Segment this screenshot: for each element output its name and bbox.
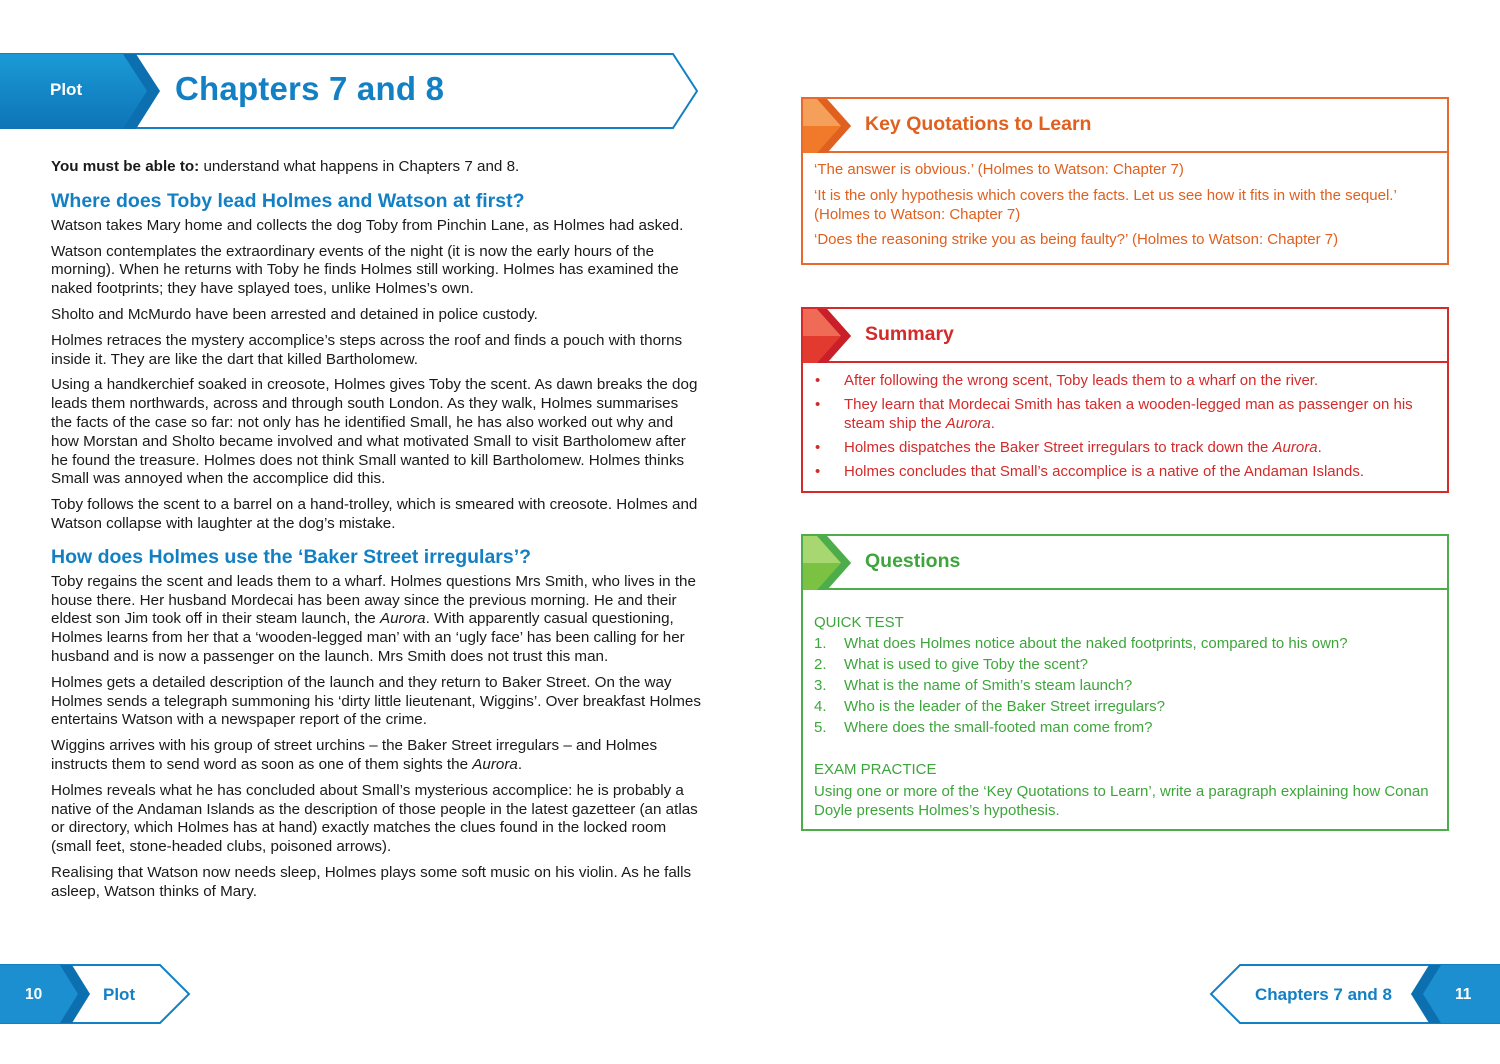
summary-header <box>803 309 1447 363</box>
list-item: • After following the wrong scent, Toby leads them to a wharf on the river. <box>815 372 1319 389</box>
page-number-right: 11 <box>1455 986 1472 1003</box>
section-heading-toby: Where does Toby lead Holmes and Watson at first? <box>51 189 525 212</box>
green-chevron-icon <box>803 536 853 590</box>
paragraph: Toby follows the scent to a barrel on a hand-trolley, which is smeared with creosote. Holmes and Watson collapse with laughter at the dog’s mistake. <box>51 496 698 532</box>
footer-left <box>0 962 195 1026</box>
questions-box <box>801 534 1449 831</box>
paragraph: Wiggins arrives with his group of street urchins – the Baker Street irregulars – and Holmes instructs them to send word as soon as one of them sights the Aurora. <box>51 737 658 773</box>
paragraph: Sholto and McMurdo have been arrested and detained in police custody. <box>51 305 538 323</box>
summary-list <box>803 363 1447 481</box>
footer-section-label: Plot <box>103 985 136 1004</box>
summary-box <box>801 307 1449 493</box>
list-item: • Holmes dispatches the Baker Street irregulars to track down the Aurora. <box>815 439 1322 456</box>
paragraph: Using a handkerchief soaked in creosote, Holmes gives Toby the scent. As dawn breaks the dog leads them northwards, across and through south London. As they walk, Holmes summarises the facts of the case so far: not only has he identified Small, he has also worked out why and how Morstan and Sholto became involved and what motivated Small to visit Bartholomew after he found the treasure. Holmes does not think Small wanted to kill Bartholomew. Holmes thinks Small was annoyed when the accomplice did this. <box>51 376 698 488</box>
section-heading-irregulars: How does Holmes use the ‘Baker Street irregulars’? <box>51 545 532 568</box>
learning-objective: You must be able to: understand what happens in Chapters 7 and 8. <box>51 158 520 175</box>
paragraph: Toby regains the scent and leads them to a wharf. Holmes questions Mrs Smith, who lives in the house there. Her husband Mordecai has been away since the previous morning. He and their eldest son Jim took off in their steam launch, the Aurora. With apparently casual questioning, Holmes learns from her that a ‘wooden-legged man’ with an ‘ugly face’ has been calling for her husband and is now a passenger on the launch. Mrs Smith does not trust this man. <box>51 572 696 665</box>
footer-right <box>1205 962 1500 1026</box>
quotation: ‘Does the reasoning strike you as being faulty?’ (Holmes to Watson: Chapter 7) <box>814 231 1339 249</box>
paragraph: Holmes reveals what he has concluded about Small’s mysterious accomplice: he is probably a native of the Andaman Islands as the description of those people in the latest gazetteer (an atlas or directory, which Holmes has at hand) exactly matches the clues found in the locked room (small feet, stone-headed clubs, poisoned arrows). <box>51 781 698 856</box>
red-chevron-icon <box>803 309 853 363</box>
quotation: ‘It is the only hypothesis which covers the facts. Let us see how it fits in with the sequel.’ (Holmes to Watson: Chapter 7) <box>814 186 1397 223</box>
section-label: Plot <box>50 80 83 99</box>
list-item: 5. Where does the small-footed man come from? <box>814 719 1153 736</box>
list-item: 4. Who is the leader of the Baker Street irregulars? <box>814 698 1165 715</box>
key-quotations-header <box>803 99 1447 153</box>
list-item: 1. What does Holmes notice about the naked footprints, compared to his own? <box>814 635 1348 652</box>
key-quotations-title: Key Quotations to Learn <box>865 113 1092 135</box>
key-quotations-box <box>801 97 1449 265</box>
questions-header <box>803 536 1447 590</box>
page-title: Chapters 7 and 8 <box>175 70 445 107</box>
quick-test-label: QUICK TEST <box>814 614 904 631</box>
paragraph: Watson contemplates the extraordinary events of the night (it is now the early hours of the morning). When he returns with Toby he finds Holmes still working. Holmes has examined the naked footprints; they have splayed toes, unlike Holmes’s own. <box>51 242 679 298</box>
paragraph: Holmes retraces the mystery accomplice’s steps across the roof and finds a pouch with thorns inside it. They are like the dart that killed Bartholomew. <box>51 331 683 368</box>
list-item: 3. What is the name of Smith’s steam launch? <box>814 677 1133 694</box>
exam-practice-label: EXAM PRACTICE <box>814 761 937 778</box>
questions-title: Questions <box>865 550 961 572</box>
quick-test-list <box>814 633 1437 738</box>
paragraph: Realising that Watson now needs sleep, Holmes plays some soft music on his violin. As he falls asleep, Watson thinks of Mary. <box>51 863 692 900</box>
exam-practice-text: Using one or more of the ‘Key Quotations to Learn’, write a paragraph explaining how Conan Doyle presents Holmes’s hypothesis. <box>814 783 1429 819</box>
list-item: • Holmes concludes that Small’s accomplice is a native of the Andaman Islands. <box>815 463 1364 480</box>
main-text-column <box>51 158 703 909</box>
footer-chapter-label: Chapters 7 and 8 <box>1255 985 1392 1004</box>
paragraph: Holmes gets a detailed description of the launch and they return to Baker Street. On the way Holmes sends a telegraph summoning his ‘dirty little lieutenant, Wiggins’. Over breakfast Holmes entertains Watson with a newspaper report of the crime. <box>51 673 701 729</box>
summary-title: Summary <box>865 323 954 345</box>
page-number-left: 10 <box>25 986 43 1003</box>
list-item: • They learn that Mordecai Smith has taken a wooden-legged man as passenger on his steam ship the Aurora. <box>815 396 1413 432</box>
quotation: ‘The answer is obvious.’ (Holmes to Watson: Chapter 7) <box>814 161 1184 178</box>
paragraph: Watson takes Mary home and collects the dog Toby from Pinchin Lane, as Holmes had asked. <box>51 216 684 234</box>
orange-chevron-icon <box>803 99 853 153</box>
list-item: 2. What is used to give Toby the scent? <box>814 656 1089 673</box>
